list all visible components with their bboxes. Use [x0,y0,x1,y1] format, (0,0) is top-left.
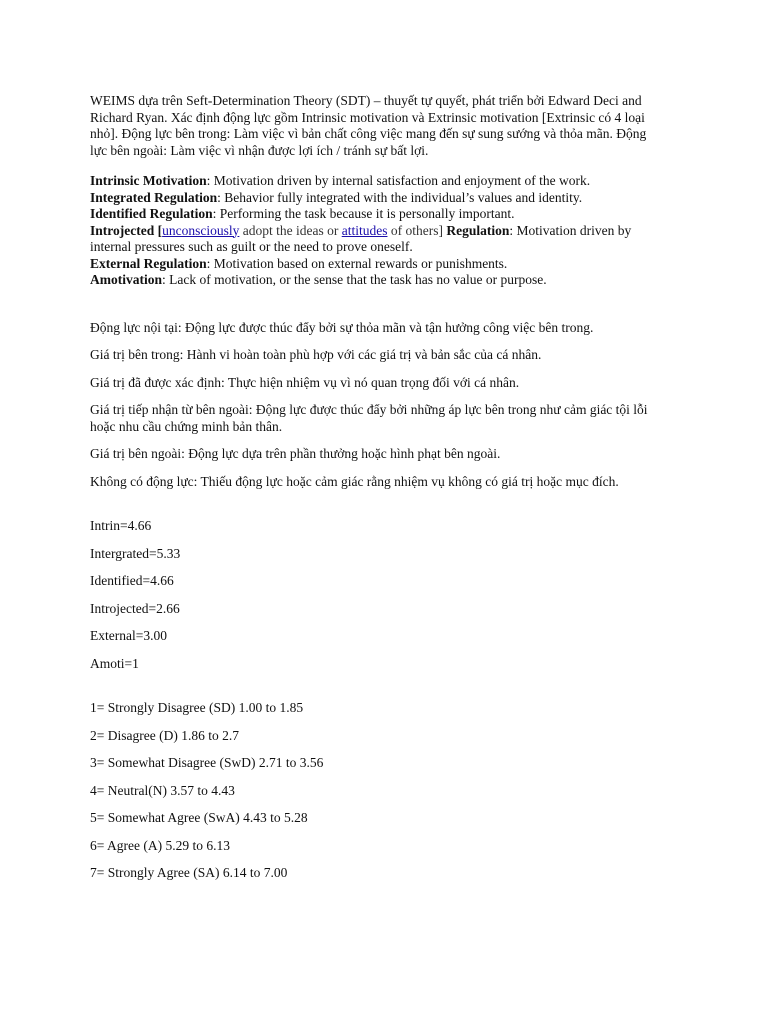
definition-inline-text: adopt the ideas or [239,222,342,238]
definition-text: : Motivation driven by internal pressures such as guilt or the need to prove oneself. [90,222,632,254]
likert-scale-list [90,700,665,882]
definition-text: : Performing the task because it is personally important. [212,206,515,221]
definition-integrated [90,190,665,207]
score-line: Identified=4.66 [90,573,174,588]
definition-amotivation [90,272,665,289]
intro-paragraph: WEIMS dựa trên Seft-Determination Theory (SDT) – thuyết tự quyết, phát triển bởi Edward Deci and Richard Ryan. Xác định động lực gồm Intrinsic motivation và Extrinsic motivation [Extrinsic có 4 loại nhỏ]. Động lực bên trong: Làm việc vì bản chất công việc mang đến sự sung sướng và thỏa mãn. Động lực bên ngoài: Làm việc vì nhận được lợi ích / tránh sự bất lợi. [90,93,647,158]
definition-intrinsic [90,173,665,190]
score-line: Amoti=1 [90,655,139,671]
scale-line: 1= Strongly Disagree (SD) 1.00 to 1.85 [90,700,304,715]
definition-term: Regulation [446,222,510,238]
vietnamese-line: Giá trị đã được xác định: Thực hiện nhiệm vụ vì nó quan trọng đối với cá nhân. [90,374,520,390]
definition-introjected [90,223,665,256]
definition-text: : Lack of motivation, or the sense that the task has no value or purpose. [162,272,547,287]
scale-line: 2= Disagree (D) 1.86 to 2.7 [90,727,239,743]
score-line: Intergrated=5.33 [90,545,181,561]
vietnamese-line: Không có động lực: Thiếu động lực hoặc cảm giác rằng nhiệm vụ không có giá trị hoặc mục đích. [90,473,619,489]
definition-term: Integrated Regulation [90,189,218,205]
definition-text: : Behavior fully integrated with the individual’s values and identity. [217,189,583,205]
document-page [90,93,665,893]
scale-line: 6= Agree (A) 5.29 to 6.13 [90,837,230,853]
score-line: External=3.00 [90,628,167,643]
scale-line: 3= Somewhat Disagree (SwD) 2.71 to 3.56 [90,755,324,770]
vietnamese-definitions [90,320,665,491]
link-unconsciously[interactable]: unconsciously [162,222,240,238]
vietnamese-line: Giá trị tiếp nhận từ bên ngoài: Động lực được thúc đẩy bởi những áp lực bên trong như cảm giác tội lỗi hoặc nhu cầu chứng minh bản thân. [90,402,648,434]
vietnamese-line: Giá trị bên ngoài: Động lực dựa trên phần thưởng hoặc hình phạt bên ngoài. [90,446,501,461]
spacer [90,683,665,700]
definition-term: Identified Regulation [90,206,213,221]
definition-text: : Motivation driven by internal satisfaction and enjoyment of the work. [206,173,591,188]
scores-list [90,518,665,672]
vietnamese-line: Giá trị bên trong: Hành vi hoàn toàn phù hợp với các giá trị và bản sắc của cá nhân. [90,347,542,362]
definition-text: : Motivation based on external rewards or punishments. [206,255,508,271]
vietnamese-line: Động lực nội tại: Động lực được thúc đẩy bởi sự thỏa mãn và tận hưởng công việc bên trong. [90,319,594,335]
definition-term: Amotivation [90,272,162,287]
link-attitudes[interactable]: attitudes [341,222,388,238]
definition-inline-text: of others] [387,222,447,238]
spacer [90,501,665,518]
definition-external [90,256,665,273]
definition-term: Introjected [ [90,222,163,238]
score-line: Intrin=4.66 [90,518,152,533]
definition-term: Intrinsic Motivation [90,173,207,188]
definitions-block [90,173,665,289]
scale-line: 7= Strongly Agree (SA) 6.14 to 7.00 [90,865,288,880]
scale-line: 4= Neutral(N) 3.57 to 4.43 [90,782,235,798]
scale-line: 5= Somewhat Agree (SwA) 4.43 to 5.28 [90,810,308,825]
score-line: Introjected=2.66 [90,600,180,616]
definition-identified [90,206,665,223]
definition-term: External Regulation [90,255,207,271]
